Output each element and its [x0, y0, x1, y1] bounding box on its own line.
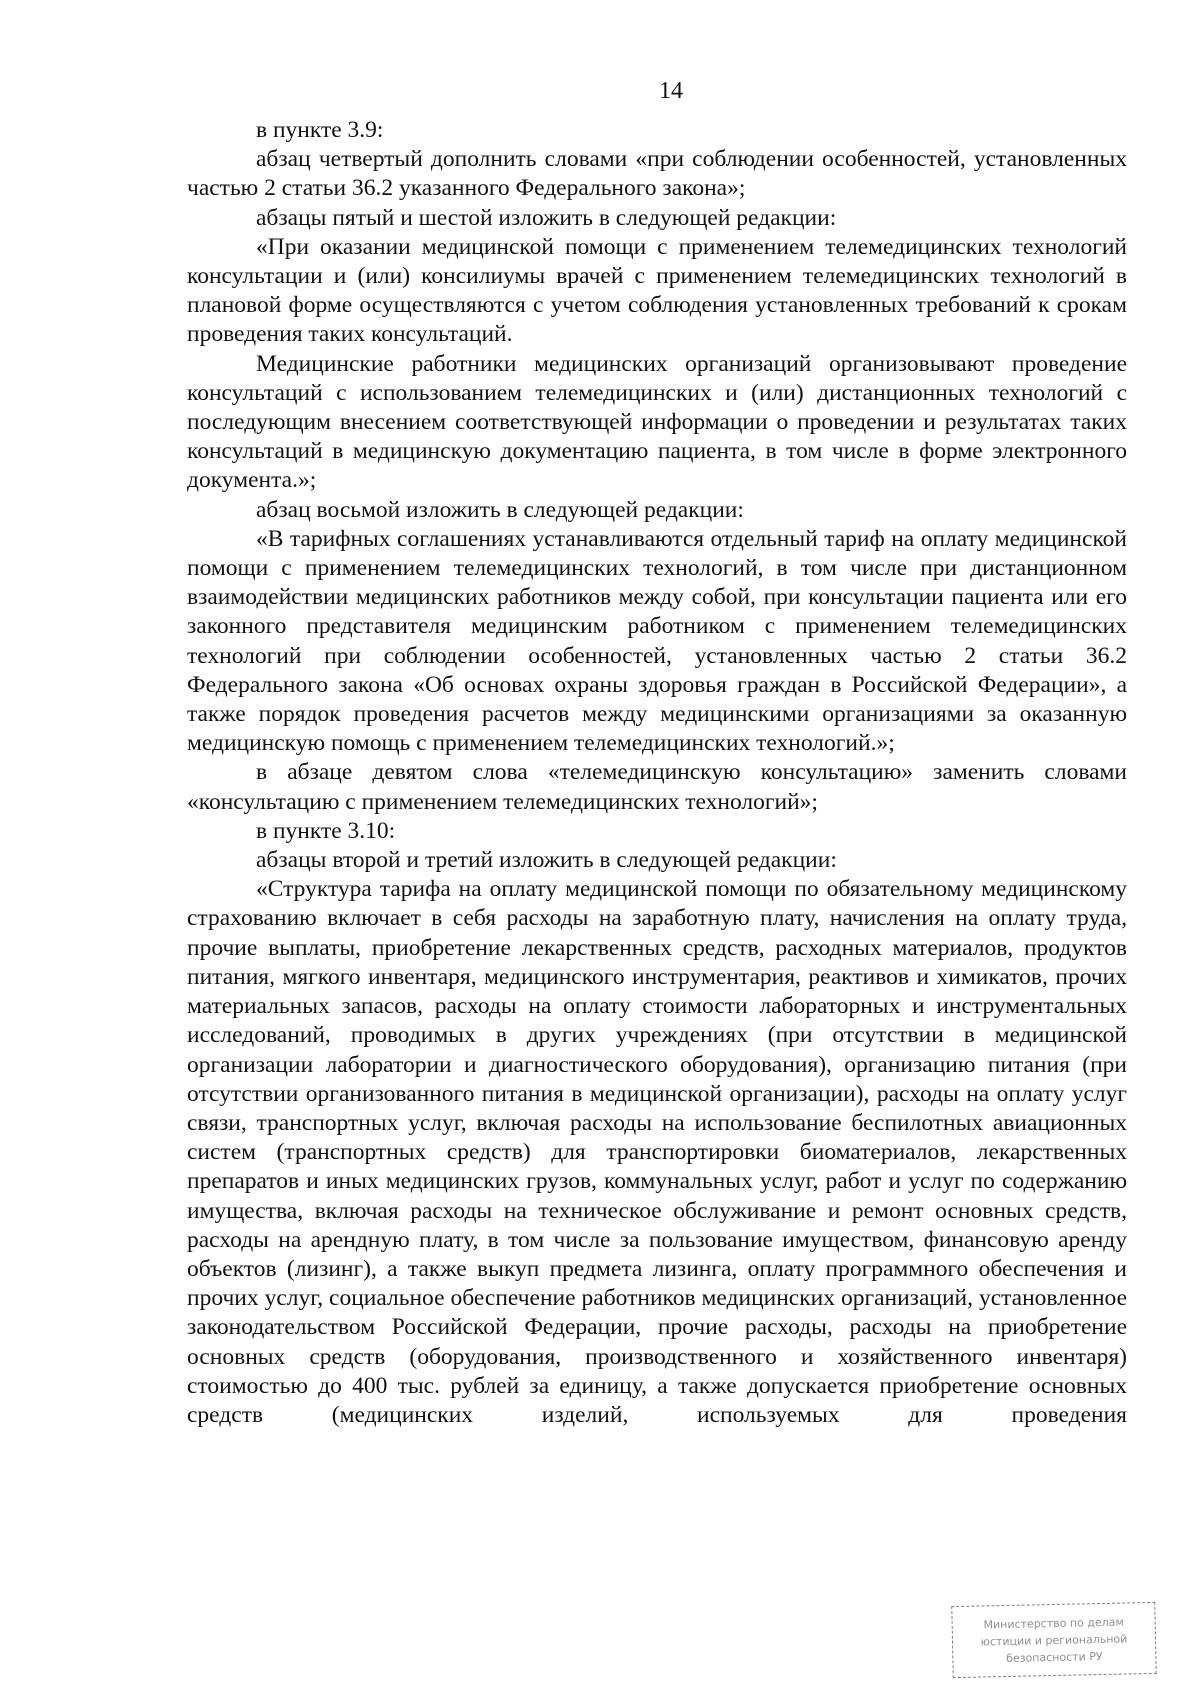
page-number: 14	[659, 78, 683, 104]
paragraph: абзацы второй и третий изложить в следующей редакции:	[256, 847, 837, 874]
paragraph: в пункте 3.9:	[256, 117, 384, 143]
stamp-line: безопасности РУ	[1005, 1649, 1103, 1666]
stamp-line: юстиции и региональной	[980, 1632, 1128, 1649]
paragraph: «Структура тарифа на оплату медицинской помощи по обязательному медицинскому страхованию включает в себя расходы на заработную плату, начисления на оплату труда, прочие выплаты, приобретение лекарственных средств, расходных материалов, продуктов питания, мягкого инвентаря, медицинского инструментария, реактивов и химикатов, прочих материальных запасов, расходы на оплату стоимости лабораторных и инструментальных исследований, проводимых в других учреждениях (при отсутствии в медицинской организации лаборатории и диагностического оборудования), организацию питания (при отсутствии организованного питания в медицинской организации), расходы на оплату услуг связи, транспортных услуг, включая расходы на использование беспилотных авиационных систем (транспортных средств) для транспортировки биоматериалов, лекарственных препаратов и иных медицинских грузов, коммунальных услуг, работ и услуг по содержанию имущества, включая расходы на техническое обслуживание и ремонт основных средств, расходы на арендную плату, в том числе за пользование имуществом, финансовую аренду объектов (лизинг), а также выкуп предмета лизинга, оплату программного обеспечения и прочих услуг, социальное обеспечение работников медицинских организаций, установленное законодательством Российской Федерации, прочие расходы, расходы на приобретение основных средств (оборудования, производственного и хозяйственного инвентаря) стоимостью до 400 тыс. рублей за единицу, а также допускается приобретение основных средств (медицинских изделий, используемых для проведения	[187, 876, 1127, 1428]
registration-stamp	[951, 1602, 1156, 1678]
paragraph: в пункте 3.10:	[256, 817, 396, 844]
paragraph: «При оказании медицинской помощи с применением телемедицинских технологий консультации и (или) консилиумы врачей с применением телемедицинских технологий в плановой форме осуществляются с учетом соблюдения установленных требований к срокам проведения таких консультаций.	[187, 233, 1127, 348]
paragraph: абзац восьмой изложить в следующей редакции:	[256, 496, 744, 523]
stamp-line: Министерство по делам	[983, 1615, 1124, 1632]
paragraph: Медицинские работники медицинских организаций организовывают проведение консультаций с использованием телемедицинских и (или) дистанционных технологий с последующим внесением соответствующей информации о проведении и результатах таких консультаций в медицинскую документацию пациента, в том числе в форме электронного документа.»;	[187, 350, 1127, 494]
paragraph: абзац четвертый дополнить словами «при соблюдении особенностей, установленных частью 2 статьи 36.2 указанного Федерального закона»;	[187, 146, 1127, 202]
paragraph: абзацы пятый и шестой изложить в следующей редакции:	[256, 204, 837, 231]
paragraph: в абзаце девятом слова «телемедицинскую консультацию» заменить словами «консультацию с применением телемедицинских технологий»;	[187, 759, 1127, 815]
paragraph: «В тарифных соглашениях устанавливаются отдельный тариф на оплату медицинской помощи с применением телемедицинских технологий, в том числе при дистанционном взаимодействии медицинских работников между собой, при консультации пациента или его законного представителя медицинским работником с применением телемедицинских технологий при соблюдении особенностей, установленных частью 2 статьи 36.2 Федерального закона «Об основах охраны здоровья граждан в Российской Федерации», а также порядок проведения расчетов между медицинскими организациями за оказанную медицинскую помощь с применением телемедицинских технологий.»;	[187, 525, 1127, 757]
document-body	[187, 116, 1127, 1430]
